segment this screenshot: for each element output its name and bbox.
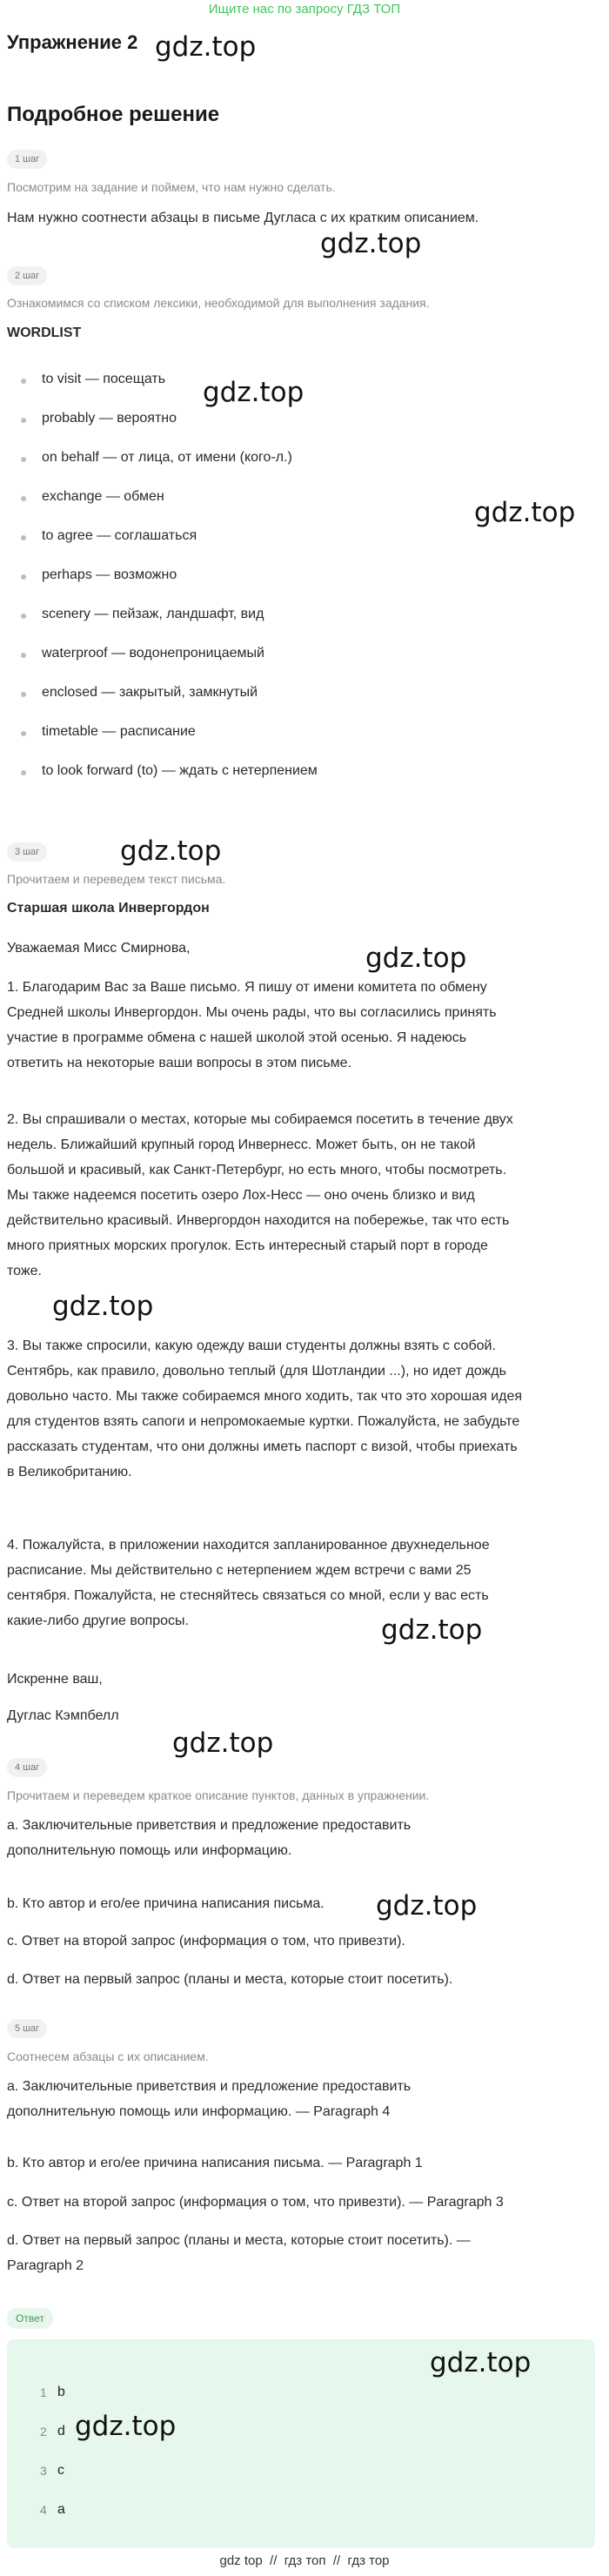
watermark: gdz.top bbox=[376, 1890, 478, 1922]
letter-paragraph-1: 1. Благодарим Вас за Ваше письмо. Я пишу от имени комитета по обмену Средней школы Инвергордон. Мы очень рады, что вы согласились принять участие в программе обмена с нашей школой этой осенью. Я надеюсь ответить на некоторые ваши вопросы в этом письме. bbox=[7, 980, 497, 1070]
step-badge: 2 шаг bbox=[7, 266, 47, 285]
wordlist-item: to visit — посещать bbox=[42, 372, 166, 386]
watermark: gdz.top bbox=[203, 377, 304, 408]
watermark: gdz.top bbox=[52, 1291, 154, 1322]
watermark: gdz.top bbox=[381, 1614, 483, 1646]
list-bullet bbox=[21, 418, 26, 423]
answer-value: b bbox=[57, 2385, 65, 2399]
page-title: Упражнение 2 bbox=[7, 31, 138, 53]
wordlist-item: timetable — расписание bbox=[42, 724, 196, 739]
list-bullet bbox=[21, 496, 26, 501]
description-c: c. Ответ на второй запрос (информация о том, что привезти). bbox=[7, 1934, 405, 1949]
letter-closing: Искренне ваш, bbox=[7, 1672, 103, 1687]
watermark: gdz.top bbox=[365, 943, 467, 974]
wordlist-item: on behalf — от лица, от имени (кого-л.) bbox=[42, 450, 292, 465]
letter-paragraph-3: 3. Вы также спросили, какую одежду ваши студенты должны взять с собой. Сентябрь, как правило, довольно теплый (для Шотландии ...), но идет дождь довольно часто. Мы также собираемся много ходить, так что это хорошая идея для студентов взять сапоги и непромокаемые куртки. Пожалуйста, не забудьте рассказать студентам, что они должны иметь паспорт с визой, чтобы приехать в Великобританию. bbox=[7, 1338, 523, 1479]
watermark: gdz.top bbox=[172, 1727, 274, 1759]
description-a: a. Заключительные приветствия и предложение предоставить дополнительную помощь или информацию. bbox=[7, 1818, 412, 1858]
answer-value: c bbox=[57, 2463, 64, 2478]
answer-badge: Ответ bbox=[7, 2308, 53, 2329]
top-promo-link[interactable]: Ищите нас по запросу ГДЗ ТОП bbox=[208, 2, 401, 17]
list-bullet bbox=[21, 457, 26, 462]
answer-value: a bbox=[57, 2502, 65, 2517]
wordlist-item: to look forward (to) — ждать с нетерпением bbox=[42, 763, 318, 778]
answer-number: 3 bbox=[40, 2464, 47, 2478]
footer-separator: // bbox=[270, 2553, 278, 2568]
step-hint: Ознакомимся со списком лексики, необходимой для выполнения задания. bbox=[7, 296, 430, 310]
footer-separator: // bbox=[332, 2553, 341, 2568]
list-bullet bbox=[21, 731, 26, 736]
letter-greeting: Уважаемая Мисс Смирнова, bbox=[7, 941, 191, 956]
wordlist-item: probably — вероятно bbox=[42, 411, 177, 426]
wordlist-item: waterproof — водонепроницаемый bbox=[42, 646, 264, 661]
solution-heading: Подробное решение bbox=[7, 103, 220, 126]
description-b: b. Кто автор и его/ее причина написания письма. bbox=[7, 1896, 325, 1911]
answer-value: d bbox=[57, 2424, 65, 2438]
step-badge: 1 шаг bbox=[7, 150, 47, 169]
step-badge: 4 шаг bbox=[7, 1758, 47, 1777]
watermark: gdz.top bbox=[155, 31, 257, 63]
match-b: b. Кто автор и его/ее причина написания письма. — Paragraph 1 bbox=[7, 2156, 423, 2170]
step-hint: Посмотрим на задание и поймем, что нам нужно сделать. bbox=[7, 180, 336, 194]
wordlist-item: exchange — обмен bbox=[42, 489, 164, 504]
wordlist-item: perhaps — возможно bbox=[42, 567, 177, 582]
match-c: c. Ответ на второй запрос (информация о том, что привезти). — Paragraph 3 bbox=[7, 2195, 504, 2210]
letter-school-heading: Старшая школа Инвергордон bbox=[7, 901, 210, 916]
watermark: gdz.top bbox=[320, 228, 422, 259]
watermark: gdz.top bbox=[75, 2411, 177, 2442]
letter-signature: Дуглас Кэмпбелл bbox=[7, 1708, 119, 1723]
step-text: Нам нужно соотнести абзацы в письме Дугласа с их кратким описанием. bbox=[7, 211, 479, 225]
answer-number: 4 bbox=[40, 2503, 47, 2517]
watermark: gdz.top bbox=[120, 835, 222, 867]
list-bullet bbox=[21, 574, 26, 580]
letter-paragraph-4: 4. Пожалуйста, в приложении находится запланированное двухнедельное расписание. Мы действительно с нетерпением ждем встречи с вами 25 сентября. Пожалуйста, не стесняйтесь связаться со мной, если у вас есть какие-либо другие вопросы. bbox=[7, 1538, 490, 1628]
watermark: gdz.top bbox=[474, 497, 576, 528]
watermark: gdz.top bbox=[430, 2347, 532, 2378]
step-hint: Прочитаем и переведем текст письма. bbox=[7, 872, 226, 886]
match-a: a. Заключительные приветствия и предложение предоставить дополнительную помощь или информацию. — Paragraph 4 bbox=[7, 2079, 412, 2119]
step-badge: 5 шаг bbox=[7, 2019, 47, 2038]
wordlist-item: scenery — пейзаж, ландшафт, вид bbox=[42, 607, 264, 621]
footer-link[interactable]: гдз топ bbox=[284, 2553, 326, 2568]
answer-number: 2 bbox=[40, 2425, 47, 2438]
footer-link[interactable]: гдз тор bbox=[347, 2553, 390, 2568]
wordlist-item: enclosed — закрытый, замкнутый bbox=[42, 685, 258, 700]
letter-paragraph-2: 2. Вы спрашивали о местах, которые мы собираемся посетить в течение двух недель. Ближайший крупный город Инвернесс. Может быть, он не такой большой и красивый, как Санкт-Петербург, но есть много, чтобы посмотреть. Мы также надеемся посетить озеро Лох-Несс — оно очень близко и вид действительно красивый. Инвергордон находится на побережье, так что есть много приятных морских прогулок. Есть интересный старый порт в городе тоже. bbox=[7, 1112, 513, 1278]
step-hint: Соотнесем абзацы с их описанием. bbox=[7, 2049, 209, 2063]
match-d: d. Ответ на первый запрос (планы и места, которые стоит посетить). — Paragraph 2 bbox=[7, 2233, 471, 2273]
answer-number: 1 bbox=[40, 2385, 47, 2399]
wordlist-item: to agree — соглашаться bbox=[42, 528, 197, 543]
wordlist-heading: WORDLIST bbox=[7, 325, 82, 340]
step-badge: 3 шаг bbox=[7, 842, 47, 862]
footer-links bbox=[0, 2553, 609, 2568]
list-bullet bbox=[21, 653, 26, 658]
description-d: d. Ответ на первый запрос (планы и места, которые стоит посетить). bbox=[7, 1972, 453, 1987]
list-bullet bbox=[21, 692, 26, 697]
list-bullet bbox=[21, 614, 26, 619]
list-bullet bbox=[21, 535, 26, 540]
step-hint: Прочитаем и переведем краткое описание пунктов, данных в упражнении. bbox=[7, 1788, 430, 1802]
list-bullet bbox=[21, 770, 26, 775]
list-bullet bbox=[21, 379, 26, 384]
footer-link[interactable]: gdz top bbox=[219, 2553, 263, 2568]
